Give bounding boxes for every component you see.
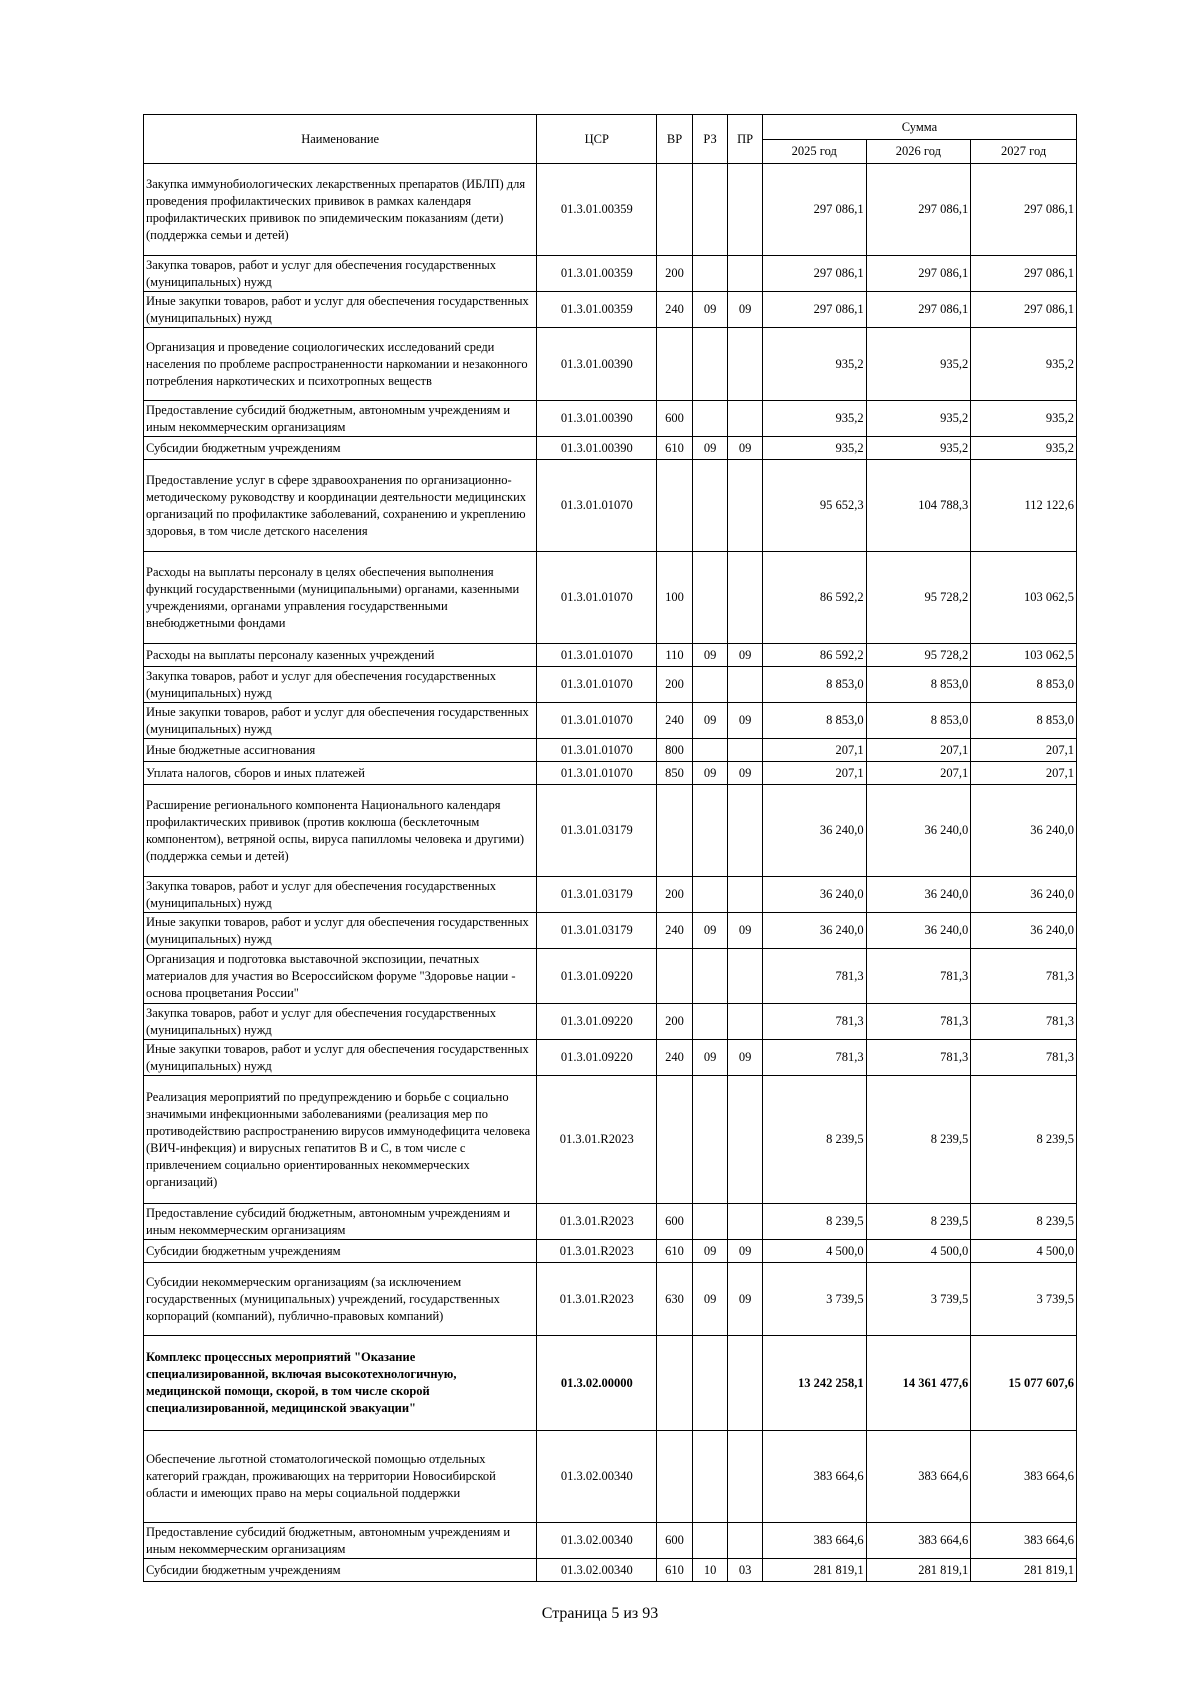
row-name: Закупка товаров, работ и услуг для обеспечения государственных (муниципальных) нужд	[144, 877, 537, 913]
row-csr: 01.3.01.00390	[537, 328, 657, 401]
row-amount-2027: 8 239,5	[971, 1204, 1077, 1240]
row-amount-2026: 95 728,2	[866, 644, 971, 667]
row-csr: 01.3.01.01070	[537, 739, 657, 762]
header-rz: РЗ	[692, 115, 728, 164]
row-pr	[728, 1336, 763, 1431]
row-pr: 09	[728, 292, 763, 328]
row-rz	[692, 256, 728, 292]
row-pr	[728, 1523, 763, 1559]
row-rz	[692, 552, 728, 644]
row-csr: 01.3.01.R2023	[537, 1204, 657, 1240]
row-rz	[692, 1076, 728, 1204]
header-name: Наименование	[144, 115, 537, 164]
table-row	[144, 703, 1077, 739]
row-vr: 200	[657, 256, 693, 292]
table-row	[144, 328, 1077, 401]
row-csr: 01.3.01.03179	[537, 785, 657, 877]
row-vr: 610	[657, 1240, 693, 1263]
row-amount-2026: 297 086,1	[866, 292, 971, 328]
row-vr	[657, 328, 693, 401]
table-row	[144, 1523, 1077, 1559]
row-amount-2027: 36 240,0	[971, 877, 1077, 913]
row-vr: 600	[657, 1523, 693, 1559]
row-name: Иные закупки товаров, работ и услуг для обеспечения государственных (муниципальных) нужд	[144, 703, 537, 739]
row-amount-2025: 8 239,5	[762, 1204, 866, 1240]
table-row	[144, 164, 1077, 256]
row-name: Организация и подготовка выставочной экспозиции, печатных материалов для участия во Всероссийском форуме "Здоровье нации - основа процветания России"	[144, 949, 537, 1004]
row-csr: 01.3.01.01070	[537, 703, 657, 739]
table-row	[144, 762, 1077, 785]
table-row	[144, 1263, 1077, 1336]
row-amount-2026: 207,1	[866, 762, 971, 785]
row-csr: 01.3.01.00390	[537, 401, 657, 437]
row-amount-2027: 781,3	[971, 1040, 1077, 1076]
row-amount-2025: 36 240,0	[762, 877, 866, 913]
table-row	[144, 739, 1077, 762]
table-row	[144, 1040, 1077, 1076]
header-vr: ВР	[657, 115, 693, 164]
page-number: Страница 5 из 93	[541, 1605, 659, 1622]
row-name: Предоставление услуг в сфере здравоохранения по организационно-методическому руководству и координации деятельности медицинских организаций по профилактике заболеваний, сохранению и укреплению здоровья, в том числе детского населения	[144, 460, 537, 552]
row-rz: 09	[692, 1263, 728, 1336]
row-amount-2025: 36 240,0	[762, 913, 866, 949]
row-vr	[657, 460, 693, 552]
row-amount-2026: 281 819,1	[866, 1559, 971, 1582]
row-amount-2025: 95 652,3	[762, 460, 866, 552]
table-row	[144, 437, 1077, 460]
row-rz: 10	[692, 1559, 728, 1582]
row-csr: 01.3.01.01070	[537, 644, 657, 667]
row-amount-2025: 207,1	[762, 739, 866, 762]
row-pr: 09	[728, 762, 763, 785]
row-rz	[692, 328, 728, 401]
row-name: Иные закупки товаров, работ и услуг для обеспечения государственных (муниципальных) нужд	[144, 913, 537, 949]
row-vr	[657, 785, 693, 877]
row-vr: 240	[657, 913, 693, 949]
row-name: Комплекс процессных мероприятий "Оказание специализированной, включая высокотехнологичную, медицинской помощи, скорой, в том числе скорой специализированной, медицинской эвакуации"	[144, 1336, 537, 1431]
row-name: Иные закупки товаров, работ и услуг для обеспечения государственных (муниципальных) нужд	[144, 292, 537, 328]
row-csr: 01.3.01.00390	[537, 437, 657, 460]
row-csr: 01.3.02.00000	[537, 1336, 657, 1431]
row-pr: 09	[728, 437, 763, 460]
row-amount-2027: 281 819,1	[971, 1559, 1077, 1582]
row-pr: 09	[728, 913, 763, 949]
row-rz: 09	[692, 644, 728, 667]
row-name: Организация и проведение социологических исследований среди населения по проблеме распространенности наркомании и незаконного потребления наркотических и психотропных веществ	[144, 328, 537, 401]
row-pr: 03	[728, 1559, 763, 1582]
row-name: Закупка товаров, работ и услуг для обеспечения государственных (муниципальных) нужд	[144, 1004, 537, 1040]
row-vr: 200	[657, 1004, 693, 1040]
row-pr	[728, 552, 763, 644]
row-csr: 01.3.01.03179	[537, 913, 657, 949]
row-csr: 01.3.01.01070	[537, 460, 657, 552]
row-amount-2026: 297 086,1	[866, 164, 971, 256]
row-pr	[728, 877, 763, 913]
row-name: Реализация мероприятий по предупреждению и борьбе с социально значимыми инфекционными заболеваниями (реализация мер по противодействию распространению вирусов иммунодефицита человека (ВИЧ-инфекция) и вирусных гепатитов В и С, в том числе с привлечением социально ориентированных некоммерческих организаций)	[144, 1076, 537, 1204]
row-pr	[728, 739, 763, 762]
row-name: Субсидии бюджетным учреждениям	[144, 1559, 537, 1582]
row-vr	[657, 164, 693, 256]
row-name: Закупка иммунобиологических лекарственных препаратов (ИБЛП) для проведения профилактических прививок в рамках календаря профилактических прививок по эпидемическим показаниям (дети) (поддержка семьи и детей)	[144, 164, 537, 256]
row-amount-2027: 8 239,5	[971, 1076, 1077, 1204]
row-amount-2026: 383 664,6	[866, 1523, 971, 1559]
row-rz	[692, 1523, 728, 1559]
row-vr: 610	[657, 437, 693, 460]
row-amount-2026: 14 361 477,6	[866, 1336, 971, 1431]
row-amount-2027: 383 664,6	[971, 1431, 1077, 1523]
row-csr: 01.3.01.R2023	[537, 1263, 657, 1336]
row-amount-2027: 36 240,0	[971, 913, 1077, 949]
row-name: Субсидии бюджетным учреждениям	[144, 437, 537, 460]
row-amount-2025: 781,3	[762, 1040, 866, 1076]
row-amount-2025: 383 664,6	[762, 1523, 866, 1559]
row-vr: 240	[657, 1040, 693, 1076]
row-amount-2027: 112 122,6	[971, 460, 1077, 552]
header-year-2026: 2026 год	[866, 140, 971, 164]
row-vr: 240	[657, 703, 693, 739]
row-pr	[728, 1431, 763, 1523]
row-rz	[692, 667, 728, 703]
row-amount-2025: 4 500,0	[762, 1240, 866, 1263]
row-csr: 01.3.01.00359	[537, 164, 657, 256]
row-pr	[728, 164, 763, 256]
row-csr: 01.3.01.03179	[537, 877, 657, 913]
row-csr: 01.3.01.09220	[537, 949, 657, 1004]
row-amount-2025: 86 592,2	[762, 552, 866, 644]
table-row	[144, 1336, 1077, 1431]
row-amount-2025: 297 086,1	[762, 164, 866, 256]
row-amount-2026: 104 788,3	[866, 460, 971, 552]
row-amount-2025: 281 819,1	[762, 1559, 866, 1582]
row-amount-2027: 36 240,0	[971, 785, 1077, 877]
row-vr: 600	[657, 1204, 693, 1240]
row-name: Закупка товаров, работ и услуг для обеспечения государственных (муниципальных) нужд	[144, 256, 537, 292]
row-vr: 100	[657, 552, 693, 644]
row-vr	[657, 949, 693, 1004]
row-amount-2026: 36 240,0	[866, 785, 971, 877]
table-row	[144, 949, 1077, 1004]
row-amount-2025: 781,3	[762, 949, 866, 1004]
row-amount-2025: 8 239,5	[762, 1076, 866, 1204]
row-rz: 09	[692, 703, 728, 739]
row-name: Уплата налогов, сборов и иных платежей	[144, 762, 537, 785]
budget-table	[143, 114, 1077, 1582]
row-rz	[692, 401, 728, 437]
row-rz: 09	[692, 437, 728, 460]
header-csr: ЦСР	[537, 115, 657, 164]
row-amount-2025: 935,2	[762, 401, 866, 437]
row-vr	[657, 1431, 693, 1523]
table-row	[144, 256, 1077, 292]
row-csr: 01.3.02.00340	[537, 1559, 657, 1582]
row-csr: 01.3.02.00340	[537, 1431, 657, 1523]
row-rz	[692, 877, 728, 913]
row-amount-2027: 207,1	[971, 762, 1077, 785]
row-name: Субсидии некоммерческим организациям (за исключением государственных (муниципальных) учреждений, государственных корпораций (компаний), публично-правовых компаний)	[144, 1263, 537, 1336]
row-amount-2026: 781,3	[866, 949, 971, 1004]
row-amount-2027: 15 077 607,6	[971, 1336, 1077, 1431]
row-rz: 09	[692, 913, 728, 949]
row-amount-2027: 297 086,1	[971, 164, 1077, 256]
row-vr	[657, 1336, 693, 1431]
row-amount-2027: 383 664,6	[971, 1523, 1077, 1559]
row-pr	[728, 667, 763, 703]
row-amount-2027: 103 062,5	[971, 644, 1077, 667]
row-vr: 240	[657, 292, 693, 328]
row-amount-2026: 383 664,6	[866, 1431, 971, 1523]
row-amount-2026: 36 240,0	[866, 877, 971, 913]
row-vr: 200	[657, 877, 693, 913]
row-vr: 800	[657, 739, 693, 762]
row-amount-2026: 781,3	[866, 1040, 971, 1076]
row-amount-2026: 3 739,5	[866, 1263, 971, 1336]
row-vr: 630	[657, 1263, 693, 1336]
row-rz	[692, 164, 728, 256]
row-amount-2026: 935,2	[866, 437, 971, 460]
header-pr: ПР	[728, 115, 763, 164]
row-vr: 600	[657, 401, 693, 437]
row-rz: 09	[692, 292, 728, 328]
row-amount-2027: 8 853,0	[971, 667, 1077, 703]
row-name: Субсидии бюджетным учреждениям	[144, 1240, 537, 1263]
row-amount-2026: 8 239,5	[866, 1204, 971, 1240]
table-row	[144, 1004, 1077, 1040]
row-amount-2025: 8 853,0	[762, 703, 866, 739]
row-csr: 01.3.01.01070	[537, 552, 657, 644]
row-pr	[728, 949, 763, 1004]
table-row	[144, 1204, 1077, 1240]
row-csr: 01.3.01.00359	[537, 256, 657, 292]
table-row	[144, 460, 1077, 552]
row-amount-2025: 13 242 258,1	[762, 1336, 866, 1431]
row-amount-2025: 297 086,1	[762, 292, 866, 328]
row-amount-2027: 297 086,1	[971, 292, 1077, 328]
row-name: Предоставление субсидий бюджетным, автономным учреждениям и иным некоммерческим организациям	[144, 1204, 537, 1240]
row-amount-2027: 297 086,1	[971, 256, 1077, 292]
table-row	[144, 785, 1077, 877]
row-rz: 09	[692, 762, 728, 785]
table-row	[144, 644, 1077, 667]
row-amount-2026: 935,2	[866, 328, 971, 401]
row-amount-2026: 36 240,0	[866, 913, 971, 949]
row-amount-2025: 3 739,5	[762, 1263, 866, 1336]
row-amount-2026: 8 853,0	[866, 667, 971, 703]
row-amount-2026: 935,2	[866, 401, 971, 437]
row-amount-2026: 8 239,5	[866, 1076, 971, 1204]
row-pr	[728, 785, 763, 877]
row-vr: 110	[657, 644, 693, 667]
row-pr	[728, 1076, 763, 1204]
row-rz	[692, 1204, 728, 1240]
row-pr	[728, 401, 763, 437]
row-pr	[728, 1004, 763, 1040]
row-rz	[692, 460, 728, 552]
row-name: Расширение регионального компонента Национального календаря профилактических прививок (против коклюша (бесклеточным компонентом), ветряной оспы, вируса папилломы человека и другими) (поддержка семьи и детей)	[144, 785, 537, 877]
row-amount-2025: 86 592,2	[762, 644, 866, 667]
row-rz	[692, 1336, 728, 1431]
row-csr: 01.3.01.01070	[537, 762, 657, 785]
row-csr: 01.3.01.09220	[537, 1004, 657, 1040]
row-pr: 09	[728, 1040, 763, 1076]
table-row	[144, 1431, 1077, 1523]
row-name: Иные бюджетные ассигнования	[144, 739, 537, 762]
row-pr: 09	[728, 644, 763, 667]
row-rz	[692, 1004, 728, 1040]
row-csr: 01.3.01.01070	[537, 667, 657, 703]
row-vr: 850	[657, 762, 693, 785]
header-sum: Сумма	[762, 115, 1076, 140]
row-amount-2026: 297 086,1	[866, 256, 971, 292]
row-pr: 09	[728, 1263, 763, 1336]
table-row	[144, 1076, 1077, 1204]
row-vr	[657, 1076, 693, 1204]
row-amount-2027: 935,2	[971, 328, 1077, 401]
row-amount-2026: 4 500,0	[866, 1240, 971, 1263]
table-row	[144, 1240, 1077, 1263]
row-amount-2025: 8 853,0	[762, 667, 866, 703]
row-amount-2025: 297 086,1	[762, 256, 866, 292]
row-rz	[692, 739, 728, 762]
row-amount-2025: 781,3	[762, 1004, 866, 1040]
row-rz	[692, 785, 728, 877]
row-pr	[728, 256, 763, 292]
row-rz: 09	[692, 1040, 728, 1076]
row-amount-2026: 207,1	[866, 739, 971, 762]
row-vr: 200	[657, 667, 693, 703]
table-row	[144, 877, 1077, 913]
table-row	[144, 667, 1077, 703]
row-amount-2027: 207,1	[971, 739, 1077, 762]
row-amount-2027: 8 853,0	[971, 703, 1077, 739]
header-year-2025: 2025 год	[762, 140, 866, 164]
table-row	[144, 292, 1077, 328]
row-rz: 09	[692, 1240, 728, 1263]
row-amount-2027: 103 062,5	[971, 552, 1077, 644]
row-amount-2027: 781,3	[971, 1004, 1077, 1040]
row-name: Предоставление субсидий бюджетным, автономным учреждениям и иным некоммерческим организациям	[144, 1523, 537, 1559]
row-amount-2025: 36 240,0	[762, 785, 866, 877]
table-row	[144, 913, 1077, 949]
row-amount-2025: 383 664,6	[762, 1431, 866, 1523]
row-csr: 01.3.01.09220	[537, 1040, 657, 1076]
row-amount-2027: 4 500,0	[971, 1240, 1077, 1263]
row-pr: 09	[728, 1240, 763, 1263]
row-csr: 01.3.01.00359	[537, 292, 657, 328]
table-row	[144, 1559, 1077, 1582]
row-name: Расходы на выплаты персоналу в целях обеспечения выполнения функций государственными (муниципальными) органами, казенными учреждениями, органами управления государственными внебюджетными фондами	[144, 552, 537, 644]
row-amount-2026: 781,3	[866, 1004, 971, 1040]
row-amount-2026: 95 728,2	[866, 552, 971, 644]
row-rz	[692, 949, 728, 1004]
table-row	[144, 401, 1077, 437]
row-amount-2027: 3 739,5	[971, 1263, 1077, 1336]
row-pr	[728, 460, 763, 552]
header-year-2027: 2027 год	[971, 140, 1077, 164]
row-amount-2027: 935,2	[971, 401, 1077, 437]
row-amount-2027: 935,2	[971, 437, 1077, 460]
row-csr: 01.3.01.R2023	[537, 1240, 657, 1263]
row-name: Обеспечение льготной стоматологической помощью отдельных категорий граждан, проживающих на территории Новосибирской области и имеющих право на меры социальной поддержки	[144, 1431, 537, 1523]
row-vr: 610	[657, 1559, 693, 1582]
row-amount-2025: 935,2	[762, 437, 866, 460]
row-name: Закупка товаров, работ и услуг для обеспечения государственных (муниципальных) нужд	[144, 667, 537, 703]
row-amount-2026: 8 853,0	[866, 703, 971, 739]
row-pr	[728, 1204, 763, 1240]
row-csr: 01.3.02.00340	[537, 1523, 657, 1559]
row-pr: 09	[728, 703, 763, 739]
row-pr	[728, 328, 763, 401]
row-csr: 01.3.01.R2023	[537, 1076, 657, 1204]
row-name: Расходы на выплаты персоналу казенных учреждений	[144, 644, 537, 667]
row-name: Предоставление субсидий бюджетным, автономным учреждениям и иным некоммерческим организациям	[144, 401, 537, 437]
row-amount-2025: 935,2	[762, 328, 866, 401]
row-amount-2027: 781,3	[971, 949, 1077, 1004]
row-name: Иные закупки товаров, работ и услуг для обеспечения государственных (муниципальных) нужд	[144, 1040, 537, 1076]
table-row	[144, 552, 1077, 644]
row-rz	[692, 1431, 728, 1523]
row-amount-2025: 207,1	[762, 762, 866, 785]
